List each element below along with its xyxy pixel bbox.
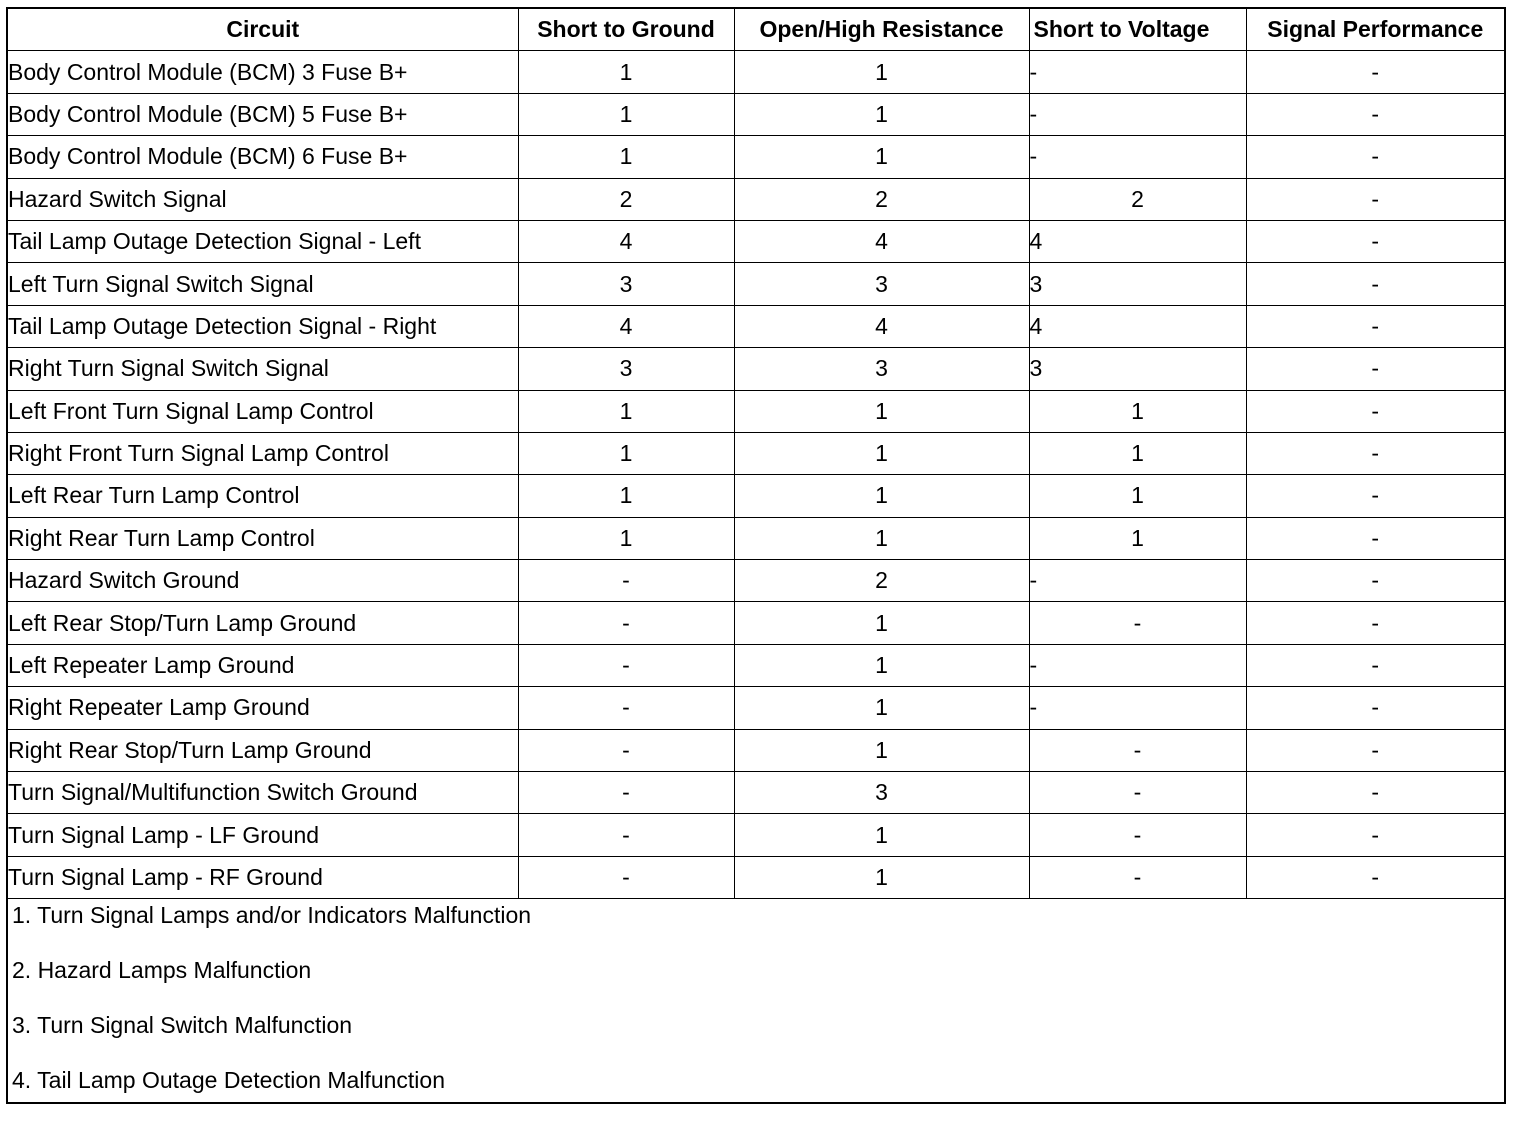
open-high-resistance-value: 3 (734, 263, 1029, 305)
short-to-voltage-value: 4 (1029, 305, 1246, 347)
short-to-ground-value: - (518, 772, 734, 814)
signal-performance-value: - (1246, 93, 1504, 135)
signal-performance-value: - (1246, 772, 1504, 814)
header-open-high-resistance: Open/High Resistance (734, 9, 1029, 51)
legend-note: 4. Tail Lamp Outage Detection Malfunction (12, 1067, 445, 1094)
table-row (8, 729, 1504, 771)
open-high-resistance-value: 2 (734, 560, 1029, 602)
table-row (8, 644, 1504, 686)
short-to-ground-value: 1 (518, 390, 734, 432)
short-to-voltage-value: - (1029, 136, 1246, 178)
signal-performance-value: - (1246, 136, 1504, 178)
short-to-ground-value: - (518, 729, 734, 771)
open-high-resistance-value: 1 (734, 644, 1029, 686)
open-high-resistance-value: 1 (734, 390, 1029, 432)
table-row (8, 432, 1504, 474)
table-header-row (8, 9, 1504, 51)
short-to-ground-value: 3 (518, 348, 734, 390)
table-row (8, 220, 1504, 262)
circuit-diagnostic-document (6, 7, 1506, 1104)
short-to-ground-value: 3 (518, 263, 734, 305)
circuit-name: Tail Lamp Outage Detection Signal - Right (8, 305, 518, 347)
short-to-voltage-value: 3 (1029, 263, 1246, 305)
open-high-resistance-value: 1 (734, 517, 1029, 559)
open-high-resistance-value: 4 (734, 220, 1029, 262)
short-to-voltage-value: - (1029, 93, 1246, 135)
table-row (8, 560, 1504, 602)
short-to-ground-value: - (518, 856, 734, 898)
table-row (8, 814, 1504, 856)
table-row (8, 856, 1504, 898)
open-high-resistance-value: 2 (734, 178, 1029, 220)
short-to-voltage-value: - (1029, 814, 1246, 856)
signal-performance-value: - (1246, 305, 1504, 347)
short-to-voltage-value: - (1029, 856, 1246, 898)
circuit-name: Turn Signal Lamp - LF Ground (8, 814, 518, 856)
open-high-resistance-value: 1 (734, 687, 1029, 729)
table-row (8, 263, 1504, 305)
legend-note: 2. Hazard Lamps Malfunction (12, 957, 312, 984)
short-to-ground-value: - (518, 814, 734, 856)
circuit-name: Turn Signal/Multifunction Switch Ground (8, 772, 518, 814)
short-to-ground-value: 1 (518, 93, 734, 135)
table-row (8, 687, 1504, 729)
short-to-ground-value: - (518, 644, 734, 686)
signal-performance-value: - (1246, 390, 1504, 432)
open-high-resistance-value: 1 (734, 93, 1029, 135)
short-to-voltage-value: 4 (1029, 220, 1246, 262)
short-to-ground-value: - (518, 687, 734, 729)
short-to-voltage-value: 3 (1029, 348, 1246, 390)
open-high-resistance-value: 1 (734, 432, 1029, 474)
signal-performance-value: - (1246, 348, 1504, 390)
legend-note: 3. Turn Signal Switch Malfunction (12, 1012, 353, 1039)
table-row (8, 348, 1504, 390)
open-high-resistance-value: 3 (734, 772, 1029, 814)
short-to-voltage-value: - (1029, 687, 1246, 729)
signal-performance-value: - (1246, 178, 1504, 220)
signal-performance-value: - (1246, 560, 1504, 602)
signal-performance-value: - (1246, 517, 1504, 559)
signal-performance-value: - (1246, 263, 1504, 305)
short-to-voltage-value: 1 (1029, 475, 1246, 517)
open-high-resistance-value: 4 (734, 305, 1029, 347)
signal-performance-value: - (1246, 51, 1504, 93)
table-row (8, 475, 1504, 517)
short-to-voltage-value: 1 (1029, 390, 1246, 432)
open-high-resistance-value: 3 (734, 348, 1029, 390)
short-to-voltage-value: 1 (1029, 432, 1246, 474)
short-to-ground-value: 1 (518, 475, 734, 517)
circuit-name: Left Front Turn Signal Lamp Control (8, 390, 518, 432)
short-to-voltage-value: 1 (1029, 517, 1246, 559)
signal-performance-value: - (1246, 220, 1504, 262)
table-row (8, 390, 1504, 432)
legend-notes (8, 899, 1504, 1124)
header-signal-performance: Signal Performance (1246, 9, 1504, 51)
signal-performance-value: - (1246, 729, 1504, 771)
circuit-fault-table (8, 9, 1504, 899)
short-to-voltage-value: 2 (1029, 178, 1246, 220)
short-to-voltage-value: - (1029, 772, 1246, 814)
signal-performance-value: - (1246, 475, 1504, 517)
short-to-ground-value: 1 (518, 51, 734, 93)
open-high-resistance-value: 1 (734, 602, 1029, 644)
short-to-voltage-value: - (1029, 560, 1246, 602)
short-to-ground-value: 4 (518, 305, 734, 347)
short-to-ground-value: 1 (518, 517, 734, 559)
short-to-voltage-value: - (1029, 729, 1246, 771)
short-to-ground-value: 1 (518, 136, 734, 178)
circuit-name: Right Rear Stop/Turn Lamp Ground (8, 729, 518, 771)
table-row (8, 178, 1504, 220)
circuit-name: Left Repeater Lamp Ground (8, 644, 518, 686)
table-row (8, 517, 1504, 559)
circuit-name: Body Control Module (BCM) 3 Fuse B+ (8, 51, 518, 93)
circuit-name: Right Rear Turn Lamp Control (8, 517, 518, 559)
circuit-name: Body Control Module (BCM) 6 Fuse B+ (8, 136, 518, 178)
circuit-name: Turn Signal Lamp - RF Ground (8, 856, 518, 898)
short-to-voltage-value: - (1029, 644, 1246, 686)
header-circuit: Circuit (8, 9, 518, 51)
circuit-name: Hazard Switch Ground (8, 560, 518, 602)
signal-performance-value: - (1246, 644, 1504, 686)
circuit-name: Left Turn Signal Switch Signal (8, 263, 518, 305)
header-short-to-ground: Short to Ground (518, 9, 734, 51)
open-high-resistance-value: 1 (734, 136, 1029, 178)
short-to-voltage-value: - (1029, 602, 1246, 644)
table-row (8, 772, 1504, 814)
signal-performance-value: - (1246, 856, 1504, 898)
circuit-name: Left Rear Stop/Turn Lamp Ground (8, 602, 518, 644)
header-short-to-voltage: Short to Voltage (1029, 9, 1246, 51)
table-row (8, 602, 1504, 644)
table-row (8, 136, 1504, 178)
short-to-ground-value: 2 (518, 178, 734, 220)
signal-performance-value: - (1246, 432, 1504, 474)
short-to-ground-value: 1 (518, 432, 734, 474)
table-row (8, 93, 1504, 135)
open-high-resistance-value: 1 (734, 51, 1029, 93)
circuit-name: Right Turn Signal Switch Signal (8, 348, 518, 390)
short-to-ground-value: - (518, 602, 734, 644)
open-high-resistance-value: 1 (734, 856, 1029, 898)
short-to-ground-value: - (518, 560, 734, 602)
circuit-name: Hazard Switch Signal (8, 178, 518, 220)
legend-note: 1. Turn Signal Lamps and/or Indicators Malfunction (12, 902, 532, 929)
open-high-resistance-value: 1 (734, 814, 1029, 856)
circuit-name: Left Rear Turn Lamp Control (8, 475, 518, 517)
circuit-name: Tail Lamp Outage Detection Signal - Left (8, 220, 518, 262)
open-high-resistance-value: 1 (734, 729, 1029, 771)
short-to-ground-value: 4 (518, 220, 734, 262)
signal-performance-value: - (1246, 602, 1504, 644)
signal-performance-value: - (1246, 814, 1504, 856)
open-high-resistance-value: 1 (734, 475, 1029, 517)
table-row (8, 305, 1504, 347)
circuit-name: Right Front Turn Signal Lamp Control (8, 432, 518, 474)
circuit-name: Right Repeater Lamp Ground (8, 687, 518, 729)
signal-performance-value: - (1246, 687, 1504, 729)
table-row (8, 51, 1504, 93)
short-to-voltage-value: - (1029, 51, 1246, 93)
circuit-name: Body Control Module (BCM) 5 Fuse B+ (8, 93, 518, 135)
